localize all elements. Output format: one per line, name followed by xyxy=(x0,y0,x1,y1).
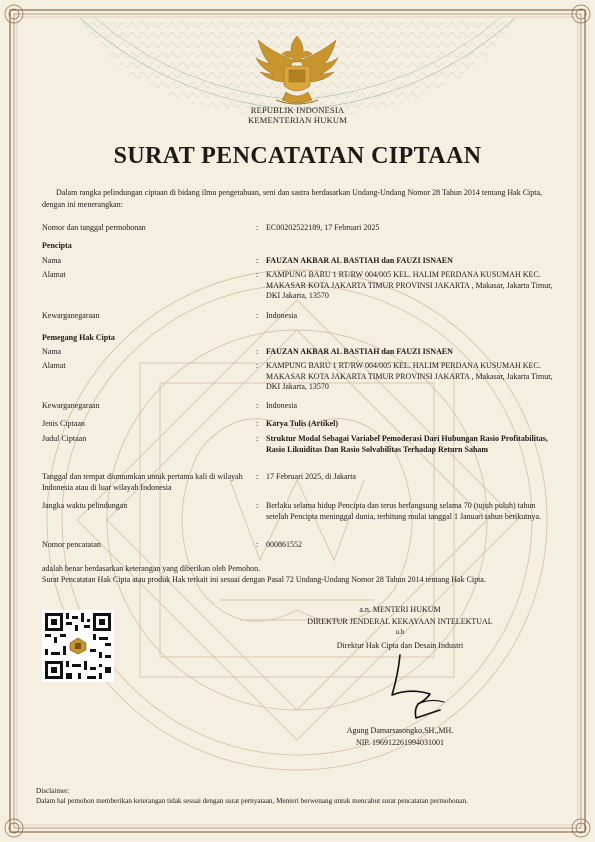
holder-address-label: Alamat xyxy=(42,361,66,370)
holder-address: KAMPUNG BARU 1 RT/RW 004/005 KEL. HALIM PERDANA KUSUMAH KEC. MAKASAR KOTA JAKARTA TIMUR PROVINSI JAKARTA , Makasar, Jakarta Timur, DKI Jakarta, 13570 xyxy=(266,361,553,391)
document-title: SURAT PENCATATAN CIPTAAN xyxy=(113,143,482,169)
colon: : xyxy=(256,540,259,549)
record-number: 000861552 xyxy=(266,540,302,549)
signature-director-general: DIREKTUR JENDERAL KEKAYAAN INTELEKTUAL xyxy=(307,617,493,626)
signature-ub: u.b xyxy=(395,628,405,636)
signature-director-title: Direktur Hak Cipta dan Desain Industri xyxy=(336,641,464,650)
colon: : xyxy=(256,472,259,481)
work-title-label: Judul Ciptaan xyxy=(42,434,87,443)
handwritten-signature xyxy=(370,650,520,725)
colon: : xyxy=(256,401,259,410)
header-ministry: KEMENTERIAN HUKUM xyxy=(247,115,348,125)
creator-heading: Pencipta xyxy=(42,241,72,250)
work-type-label: Jenis Ciptaan xyxy=(42,419,85,428)
holder-nationality-label: Kewarganegaraan xyxy=(42,401,100,410)
colon: : xyxy=(256,434,259,443)
disclaimer-text: Dalam hal pemohon memberikan keterangan tidak sesuai dengan surat pernyataan, Menteri berwenang untuk mencabut surat pencatatan permohonan. xyxy=(36,797,468,805)
application-value: EC00202522189, 17 Februari 2025 xyxy=(266,223,380,232)
creator-address: KAMPUNG BARU 1 RT/RW 004/005 KEL. HALIM PERDANA KUSUMAH KEC. MAKASAR KOTA JAKARTA TIMUR PROVINSI JAKARTA , Makasar, Jakarta Timur, DKI Jakarta, 13570 xyxy=(266,270,553,300)
colon: : xyxy=(256,361,259,370)
creator-address-label: Alamat xyxy=(42,270,66,279)
creator-name-label: Nama xyxy=(42,256,62,265)
disclaimer-label: Disclaimer: xyxy=(36,787,70,795)
protection-value: Berlaku selama hidup Pencipta dan terus berlangsung selama 70 (tujuh puluh) tahun setelah Pencipta meninggal dunia, terhitung mulai tanggal 1 Januari tahun berikutnya. xyxy=(266,501,542,521)
colon: : xyxy=(256,347,259,356)
creator-nationality-label: Kewarganegaraan xyxy=(42,311,100,320)
application-label: Nomor dan tanggal permohonan xyxy=(42,223,146,232)
work-type: Karya Tulis (Artikel) xyxy=(266,419,339,428)
colon: : xyxy=(256,311,259,320)
intro-paragraph: Dalam rangka pelindungan ciptaan di bidang ilmu pengetahuan, seni dan sastra berdasarkan Undang-Undang Nomor 28 Tahun 2014 tentang Hak Cipta, dengan ini menerangkan: xyxy=(42,188,543,209)
colon: : xyxy=(256,270,259,279)
work-title: Struktur Modal Sebagai Variabel Pemoderasi Dari Hubungan Rasio Profitabilitas, Rasio Likuiditas Dan Rasio Solvabilitas Terhadap Return Saham xyxy=(266,434,548,454)
holder-name-label: Nama xyxy=(42,347,62,356)
footer-legal-basis: Surat Pencatatan Hak Cipta atau produk Hak terkait ini sesuai dengan Pasal 72 Undang-Undang Nomor 28 Tahun 2014 tentang Hak Cipta. xyxy=(42,575,486,584)
creator-name: FAUZAN AKBAR AL BASTIAH dan FAUZI ISNAEN xyxy=(266,256,453,265)
record-number-label: Nomor pencatatan xyxy=(42,540,101,549)
announce-label: Tanggal dan tempat diumumkan untuk pertama kali di wilayah Indonesia atau di luar wilayah Indonesia xyxy=(42,472,243,492)
creator-nationality: Indonesia xyxy=(266,311,298,320)
colon: : xyxy=(256,223,259,232)
footer-statement: adalah benar berdasarkan keterangan yang diberikan oleh Pemohon. xyxy=(42,564,261,573)
holder-nationality: Indonesia xyxy=(266,401,298,410)
colon: : xyxy=(256,501,259,510)
qr-code-icon xyxy=(42,610,114,682)
colon: : xyxy=(256,419,259,428)
colon: : xyxy=(256,256,259,265)
holder-heading: Pemegang Hak Cipta xyxy=(42,333,115,342)
signer-name: Agung Damarsasongko,SH.,MH. xyxy=(346,726,454,735)
protection-label: Jangka waktu pelindungan xyxy=(42,501,128,510)
announce-value: 17 Februari 2025, di Jakarta xyxy=(266,472,356,481)
signer-nip: NIP. 196912261994031001 xyxy=(355,738,444,747)
holder-name: FAUZAN AKBAR AL BASTIAH dan FAUZI ISNAEN xyxy=(266,347,453,356)
header-country: REPUBLIK INDONESIA xyxy=(250,105,345,115)
signature-on-behalf: a.n. MENTERI HUKUM xyxy=(359,605,441,614)
